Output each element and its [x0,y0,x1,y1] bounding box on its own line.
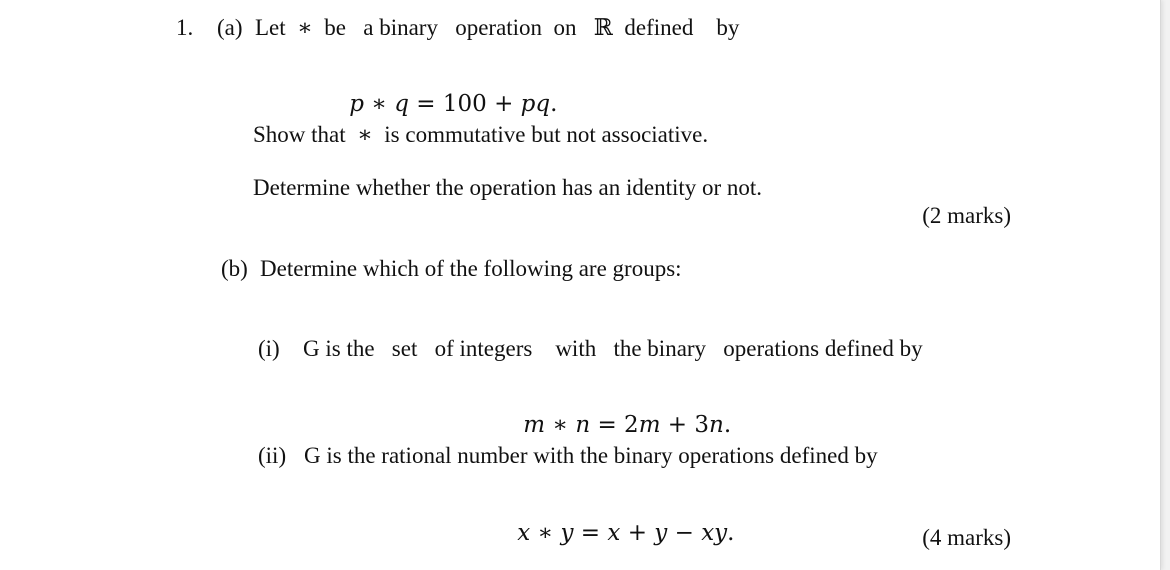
eq-a-pq: pq [520,91,551,117]
item-ii-text: G is the rational number with the binary operations defined by [304,443,878,468]
eq-ii-y2: y [654,520,668,546]
question-number: 1. [176,15,194,40]
eq-ii-end: . [727,520,735,546]
eq-i-plus: + 3 [660,412,710,438]
eq-ii-star: ∗ [530,520,561,546]
eq-i-n2: n [709,412,724,438]
eq-ii-x: x [517,520,531,546]
item-ii-equation [488,499,734,568]
item-i-label: (i) [258,336,280,361]
eq-ii-plus: + [620,520,655,546]
eq-i-eq: = 2 [590,412,639,438]
eq-i-star: ∗ [545,412,576,438]
eq-a-star: ∗ [363,91,395,117]
eq-a-p: p [349,91,364,117]
eq-ii-xy: xy [701,520,728,546]
part-a-intro: Let ∗ be a binary operation on ℝ defined by [255,15,740,40]
part-a-task-identity: Determine whether the operation has an identity or not. [253,175,763,200]
part-a-label: (a) [217,15,243,40]
eq-a-end: . [550,91,558,117]
eq-i-n: n [575,412,591,438]
part-b-intro: Determine which of the following are groups: [260,256,682,281]
item-i-text: G is the set of integers with the binary operations defined by [303,336,923,361]
part-a-marks: (2 marks) [922,203,1011,228]
part-b-label: (b) [221,256,248,281]
eq-a-q: q [394,91,409,117]
eq-i-m2: m [638,412,661,438]
eq-ii-y: y [560,520,574,546]
eq-ii-minus: − [667,520,702,546]
eq-ii-x2: x [607,520,621,546]
item-ii-label: (ii) [258,443,287,468]
eq-i-m: m [523,412,546,438]
eq-a-rhs: = 100 + [408,91,521,117]
part-b-marks: (4 marks) [922,525,1011,550]
part-a-task-commutative: Show that ∗ is commutative but not associative. [253,122,709,147]
eq-i-end: . [723,412,732,438]
eq-ii-eq: = [573,520,608,546]
